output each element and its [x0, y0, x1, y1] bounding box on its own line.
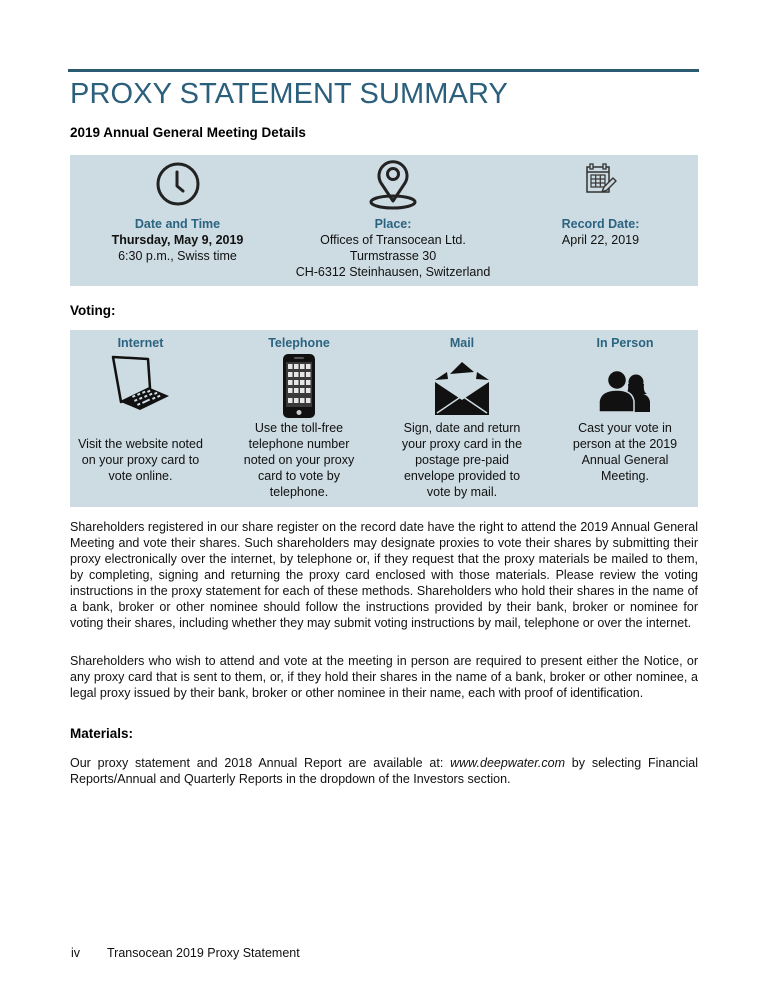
clock-icon — [155, 161, 201, 211]
people-icon — [599, 368, 651, 416]
materials-heading: Materials: — [70, 726, 134, 741]
map-pin-icon — [368, 157, 418, 215]
mail-label: Mail — [449, 336, 475, 350]
in-person-label: In Person — [596, 336, 654, 350]
internet-label: Internet — [117, 336, 164, 350]
internet-desc-1: Visit the website noted — [78, 437, 203, 451]
in-person-desc-1: Cast your vote in — [578, 421, 672, 435]
header-rule — [68, 69, 699, 72]
voting-method-mail — [387, 330, 537, 507]
telephone-desc-2: telephone number — [248, 437, 350, 451]
mail-desc-4: envelope provided to — [403, 469, 521, 483]
materials-text-before: Our proxy statement and 2018 Annual Report are available at: — [70, 756, 451, 770]
voting-panel — [70, 330, 698, 507]
mail-desc-2: your proxy card in the — [401, 437, 523, 451]
envelope-open-icon — [434, 362, 490, 420]
calendar-edit-icon — [584, 162, 618, 200]
laptop-icon — [110, 354, 172, 416]
voting-rights-paragraph: Shareholders registered in our share register on the record date have the right to attend the 2019 Annual General Meeting and vote their shares. Such shareholders may designate proxies to vote their shares by submitting their proxy electronically over the internet, by telephone or, if they request that the proxy materials be mailed to them, by completing, signing and returning the proxy card enclosed with those materials. Please review the voting instructions in the proxy statement for each of these methods. Shareholders who hold their shares in the name of a bank, broker or other nominee should follow the instructions provided by their bank, broker or nominee for voting their shares, including whether they may submit voting instructions by mail, telephone or over the internet. — [70, 520, 698, 630]
mail-desc-3: postage pre-paid — [415, 453, 509, 467]
meeting-details-heading: 2019 Annual General Meeting Details — [70, 125, 306, 140]
attendance-paragraph: Shareholders who wish to attend and vote at the meeting in person are required to present either the Notice, or any proxy card that is sent to them, or, if they hold their shares in the name of a bank, broker or other nominee, a legal proxy issued by their bank, broker or other nominee in their name, each with proof of identification. — [70, 654, 698, 700]
meeting-date-time — [95, 155, 260, 286]
telephone-desc-5: telephone. — [269, 485, 329, 499]
record-date — [548, 155, 653, 286]
deepwater-link[interactable]: www.deepwater.com — [450, 756, 565, 770]
in-person-desc-4: Meeting. — [601, 469, 649, 483]
telephone-desc-4: card to vote by — [258, 469, 340, 483]
materials-paragraph — [70, 755, 698, 787]
mail-desc-5: vote by mail. — [426, 485, 498, 499]
place-label: Place: — [374, 217, 412, 231]
voting-heading: Voting: — [70, 303, 116, 318]
telephone-label: Telephone — [268, 336, 330, 350]
place-line-2: Turmstrasse 30 — [349, 249, 437, 263]
mail-desc-1: Sign, date and return — [403, 421, 521, 435]
in-person-desc-3: Annual General — [581, 453, 669, 467]
footer-document-title: Transocean 2019 Proxy Statement — [107, 946, 300, 960]
smartphone-icon — [282, 353, 316, 423]
page-number: iv — [71, 946, 81, 960]
meeting-time: 6:30 p.m., Swiss time — [118, 249, 237, 263]
voting-method-telephone — [225, 330, 373, 507]
record-date-value: April 22, 2019 — [561, 233, 640, 247]
meeting-details-panel — [70, 155, 698, 286]
date-time-label: Date and Time — [134, 217, 221, 231]
place-line-3: CH-6312 Steinhausen, Switzerland — [295, 265, 491, 279]
meeting-place — [283, 155, 503, 286]
internet-desc-2: on your proxy card to — [81, 453, 200, 467]
voting-method-internet — [70, 330, 211, 507]
meeting-date: Thursday, May 9, 2019 — [111, 233, 244, 247]
page-title: PROXY STATEMENT SUMMARY — [70, 78, 508, 110]
in-person-desc-2: person at the 2019 — [572, 437, 678, 451]
voting-method-in-person — [555, 330, 695, 507]
place-line-1: Offices of Transocean Ltd. — [320, 233, 466, 247]
telephone-desc-3: noted on your proxy — [243, 453, 355, 467]
telephone-desc-1: Use the toll-free — [254, 421, 344, 435]
record-date-label: Record Date: — [561, 217, 640, 231]
materials-text-after: by selecting Financial Reports/Annual and Quarterly Reports in the dropdown of the Investors section. — [70, 756, 698, 786]
internet-desc-3: vote online. — [108, 469, 173, 483]
